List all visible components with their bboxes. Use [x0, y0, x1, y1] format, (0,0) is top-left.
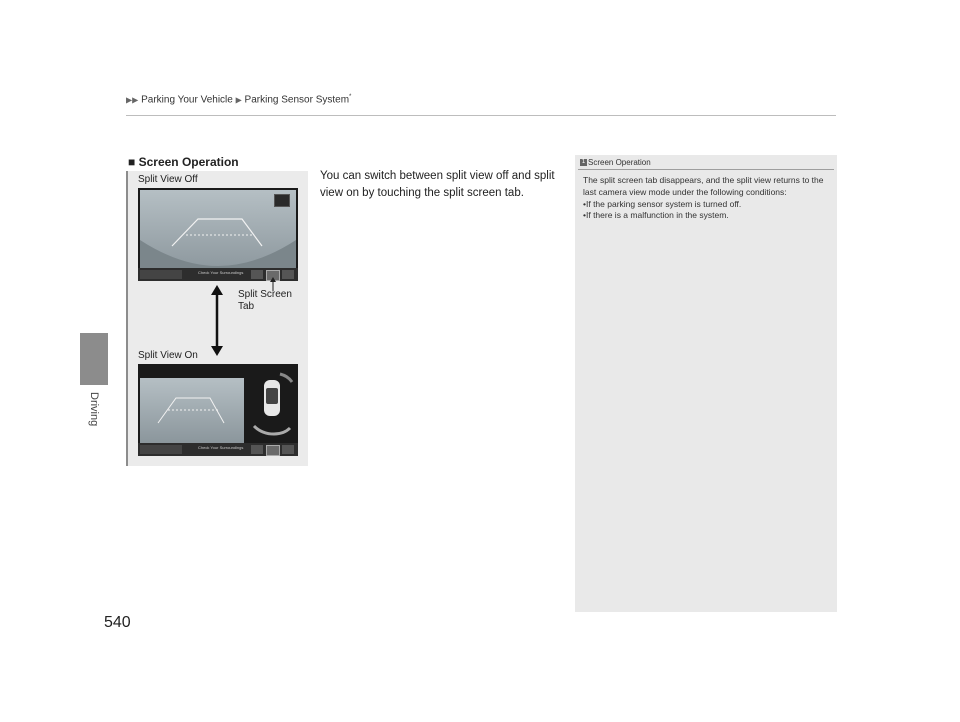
split-screen-tab-icon[interactable]	[266, 445, 280, 456]
note-panel	[575, 155, 837, 612]
breadcrumb-arrow-icon: ▶▶	[126, 95, 139, 105]
section-body: You can switch between split view off and split view on by touching the split screen tab.	[320, 170, 555, 199]
note-bullet-list	[583, 199, 828, 223]
chapter-tab	[80, 333, 108, 385]
split-view-on-label: Split View On	[138, 350, 198, 361]
split-view-on-screen	[138, 364, 298, 456]
chapter-label: Driving	[88, 392, 100, 427]
section-heading	[128, 155, 239, 169]
settings-icon	[282, 445, 294, 454]
callout-line-1: Split Screen	[238, 289, 292, 300]
screen-caption: Check Your Surroundings	[198, 270, 244, 275]
split-view-off-label: Split View Off	[138, 174, 198, 185]
camera-status-bar	[138, 443, 298, 456]
note-intro: The split screen tab disappears, and the split view returns to the last camera view mode under the following conditions:	[583, 175, 824, 197]
breadcrumb-item-parking: Parking Your Vehicle	[141, 94, 233, 106]
note-title	[580, 158, 651, 167]
heading-bullet-icon: ■	[128, 155, 136, 169]
breadcrumb-item-sensor: Parking Sensor System	[244, 94, 350, 106]
page-number: 540	[104, 614, 131, 631]
breadcrumb	[126, 94, 351, 105]
rear-camera-view	[140, 378, 244, 443]
note-divider	[578, 169, 834, 170]
camera-mode-icon	[251, 445, 263, 454]
parking-guide-lines	[140, 378, 244, 443]
note-title-text: Screen Operation	[588, 158, 651, 167]
note-bullet: •If there is a malfunction in the system.	[583, 210, 729, 221]
note-body	[583, 175, 828, 222]
screen-caption: Check Your Surroundings	[198, 445, 244, 450]
note-bullet: •If the parking sensor system is turned off.	[583, 198, 742, 209]
split-screen-tab-callout	[238, 289, 292, 313]
figure-panel	[126, 171, 308, 466]
sensor-icons	[140, 445, 182, 454]
callout-line-2: Tab	[238, 301, 255, 312]
section-title: Screen Operation	[138, 155, 239, 169]
header-divider	[126, 115, 836, 116]
vehicle-overhead-icon	[250, 368, 296, 442]
breadcrumb-arrow-icon: ▶	[235, 95, 242, 105]
option-marker: *	[349, 94, 352, 100]
note-marker-icon: 1	[581, 159, 586, 166]
